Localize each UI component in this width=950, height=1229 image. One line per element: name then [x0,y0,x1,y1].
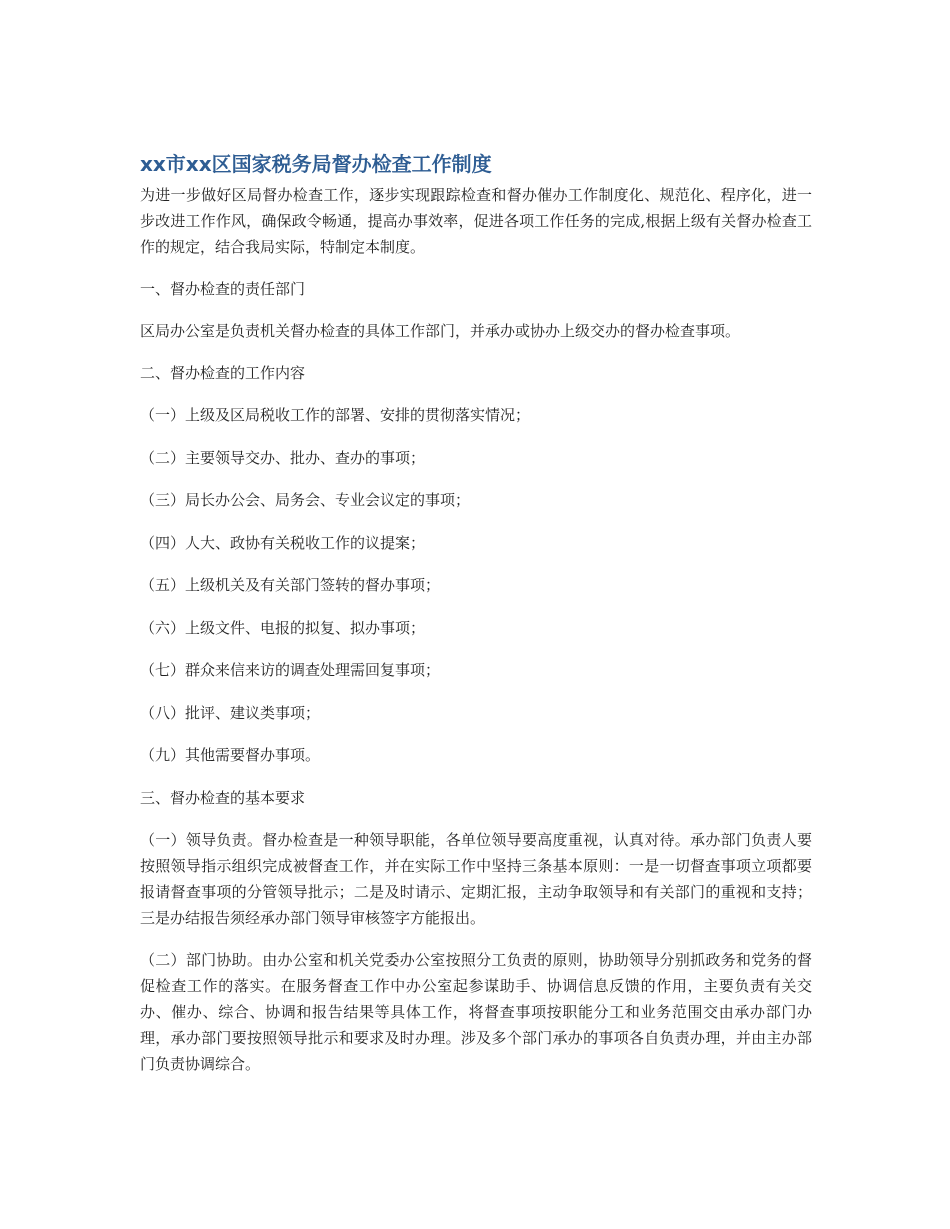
list-item: （七）群众来信来访的调查处理需回复事项； [140,661,441,679]
list-item: （五）上级机关及有关部门签转的督办事项； [140,576,441,594]
list-item: （八）批评、建议类事项； [140,703,321,722]
list-item: （一）上级及区局税收工作的部署、安排的贯彻落实情况； [140,406,531,424]
section-3-paragraph: （二）部门协助。由办公室和机关党委办公室按照分工负责的原则，协助领导分别抓政务和党务的督促检查工作的落实。在服务督查工作中办公室起参谋助手、协调信息反馈的作用，主要负责有关交办、催办、综合、协调和报告结果等具体工作，将督查事项按职能分工和业务范围交由承办部门办理，承办部门要按照领导批示和要求及时办理。涉及多个部门承办的事项各自负责办理，并由主办部门负责协调综合。 [140,950,812,1073]
list-item: （四）人大、政协有关税收工作的议提案； [140,533,426,552]
section-3-heading: 三、督办检查的基本要求 [140,788,306,807]
section-1-heading: 一、督办检查的责任部门 [140,280,306,298]
section-1-body: 区局办公室是负责机关督办检查的具体工作部门，并承办或协办上级交办的督办检查事项。 [140,322,741,340]
section-3-paragraph: （一）领导负责。督办检查是一种领导职能，各单位领导要高度重视，认真对待。承办部门负责人要按照领导指示组织完成被督查工作，并在实际工作中坚持三条基本原则：一是一切督查事项立项都要报请督查事项的分管领导批示；二是及时请示、定期汇报，主动争取领导和有关部门的重视和支持；三是办结报告须经承办部门领导审核签字方能报出。 [140,830,812,927]
list-item: （六）上级文件、电报的拟复、拟办事项； [140,618,426,637]
document-title: xx市xx区国家税务局督办检查工作制度 [140,152,492,176]
list-item: （二）主要领导交办、批办、查办的事项； [140,448,426,467]
section-2-heading: 二、督办检查的工作内容 [140,364,306,382]
document-page [140,150,812,1093]
intro-paragraph: 为进一步做好区局督办检查工作，逐步实现跟踪检查和督办催办工作制度化、规范化、程序化，进一步改进工作作风，确保政令畅通，提高办事效率，促进各项工作任务的完成,根据上级有关督办检查工作的规定，结合我局实际，特制定本制度。 [140,186,812,256]
list-item: （三）局长办公会、局务会、专业会议定的事项； [140,491,471,509]
list-item: （九）其他需要督办事项。 [140,746,321,764]
